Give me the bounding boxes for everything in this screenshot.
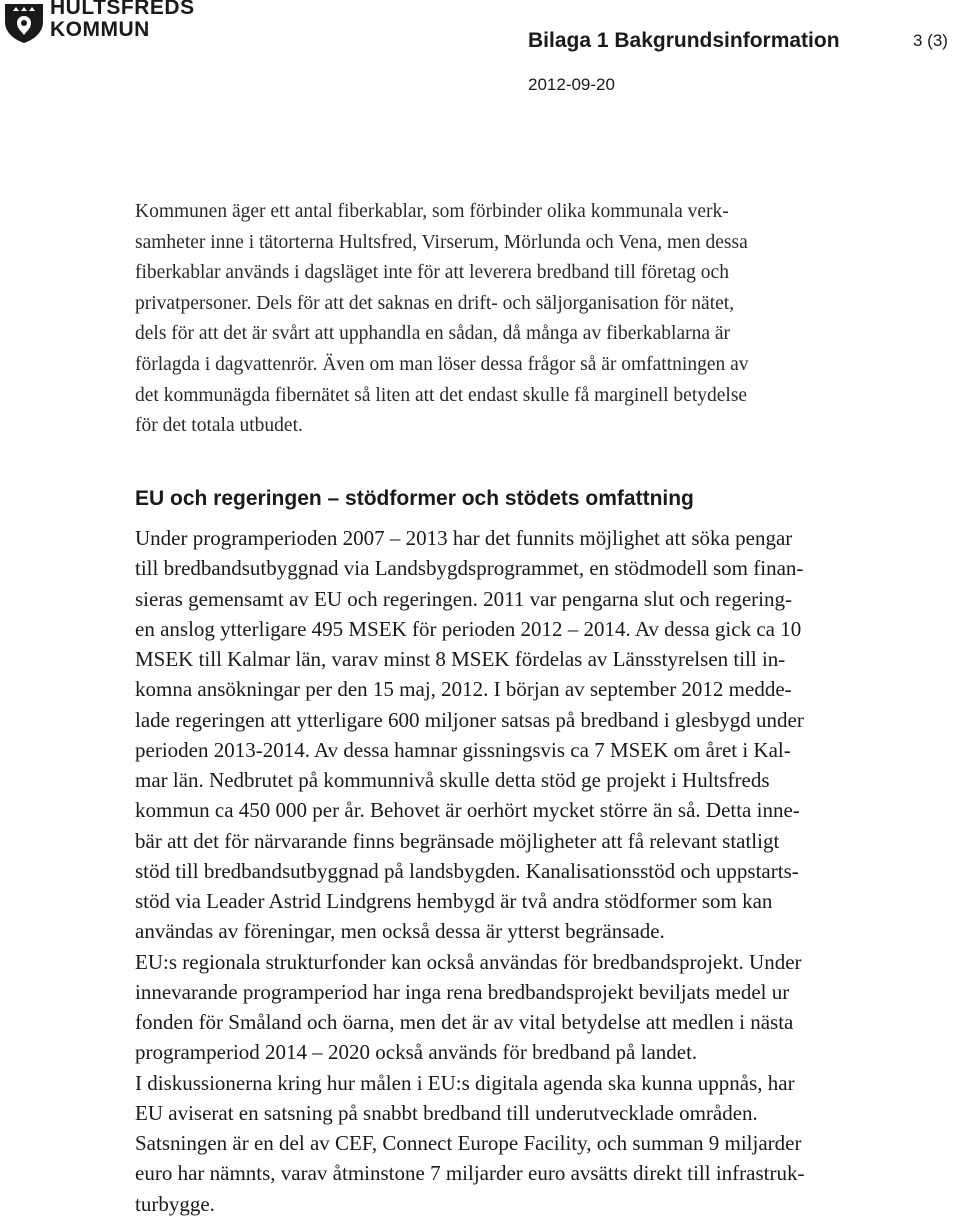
text-line: sieras gemensamt av EU och regeringen. 2011 var pengarna slut och regering- <box>135 586 792 611</box>
text-line: EU:s regionala strukturfonder kan också användas för bredbandsprojekt. Under <box>135 949 802 974</box>
text-line: euro har nämnts, varav åtminstone 7 miljarder euro avsätts direkt till infrastruk- <box>135 1161 805 1186</box>
text-line: perioden 2013-2014. Av dessa hamnar gissningsvis ca 7 MSEK om året i Kal- <box>135 737 791 762</box>
text-line: fiberkablar används i dagsläget inte för att leverera bredband till företag och <box>135 262 729 284</box>
text-line: det kommunägda fibernätet så liten att det endast skulle få marginell betydelse <box>135 384 748 406</box>
municipality-logo <box>0 0 195 48</box>
text-line: kommun ca 450 000 per år. Behovet är oerhört mycket större än så. Detta inne- <box>135 798 800 823</box>
text-line: privatpersoner. Dels för att det saknas en drift- och säljorganisation för nätet, <box>135 292 735 314</box>
text-line: komna ansökningar per den 15 maj, 2012. I början av september 2012 medde- <box>135 677 792 702</box>
text-line: innevarande programperiod har inga rena bredbandsprojekt beviljats medel ur <box>135 979 790 1004</box>
document-date: 2012-09-20 <box>528 75 615 94</box>
text-line: förlagda i dagvattenrör. Även om man löser dessa frågor så är omfattningen av <box>135 353 749 375</box>
text-line: fonden för Småland och öarna, men det är av vital betydelse att medlen i nästa <box>135 1010 794 1034</box>
text-line: turbygge. <box>135 1191 215 1216</box>
section-heading: EU och regeringen – stödformer och stödets omfattning <box>135 487 694 510</box>
text-line: till bredbandsutbyggnad via Landsbygdsprogrammet, en stödmodell som finan- <box>135 556 804 581</box>
text-line: lade regeringen att ytterligare 600 miljoner satsas på bredband i glesbygd under <box>135 707 804 732</box>
text-line: stöd via Leader Astrid Lindgrens hembygd är två andra stödformer som kan <box>135 889 773 913</box>
text-line: för det totala utbudet. <box>135 415 303 437</box>
text-line: dels för att det är svårt att upphandla en sådan, då många av fiberkablarna är <box>135 323 731 345</box>
text-line: Under programperioden 2007 – 2013 har det funnits möjlighet att söka pengar <box>135 526 793 550</box>
text-line: programperiod 2014 – 2020 också används för bredband på landet. <box>135 1040 698 1065</box>
text-line: mar län. Nedbrutet på kommunnivå skulle detta stöd ge projekt i Hultsfreds <box>135 768 770 792</box>
logo-line-2: KOMMUN <box>50 18 150 41</box>
text-line: MSEK till Kalmar län, varav minst 8 MSEK fördelas av Länsstyrelsen till in- <box>135 647 786 671</box>
text-line: bär att det för närvarande finns begränsade möjligheter att få relevant statligt <box>135 828 780 853</box>
logo-line-1: HULTSFREDS <box>50 0 195 19</box>
page-number: 3 (3) <box>913 31 948 50</box>
text-line: EU aviserat en satsning på snabbt bredband till underutvecklade områden. <box>135 1100 758 1125</box>
intro-paragraph <box>135 197 925 442</box>
text-line: stöd till bredbandsutbyggnad på landsbygden. Kanalisationsstöd och uppstarts- <box>135 858 799 883</box>
document-title: Bilaga 1 Bakgrundsinformation <box>528 29 840 52</box>
section-body <box>135 523 925 1219</box>
text-line: Satsningen är en del av CEF, Connect Europe Facility, och summan 9 miljarder <box>135 1131 802 1155</box>
municipal-crest-icon <box>2 2 46 44</box>
text-line: användas av föreningar, men också dessa är ytterst begränsade. <box>135 919 665 944</box>
text-line: I diskussionerna kring hur målen i EU:s digitala agenda ska kunna uppnås, har <box>135 1070 795 1095</box>
text-line: Kommunen äger ett antal fiberkablar, som förbinder olika kommunala verk- <box>135 201 729 222</box>
text-line: en anslog ytterligare 495 MSEK för perioden 2012 – 2014. Av dessa gick ca 10 <box>135 616 802 641</box>
text-line: samheter inne i tätorterna Hultsfred, Virserum, Mörlunda och Vena, men dessa <box>135 231 748 253</box>
